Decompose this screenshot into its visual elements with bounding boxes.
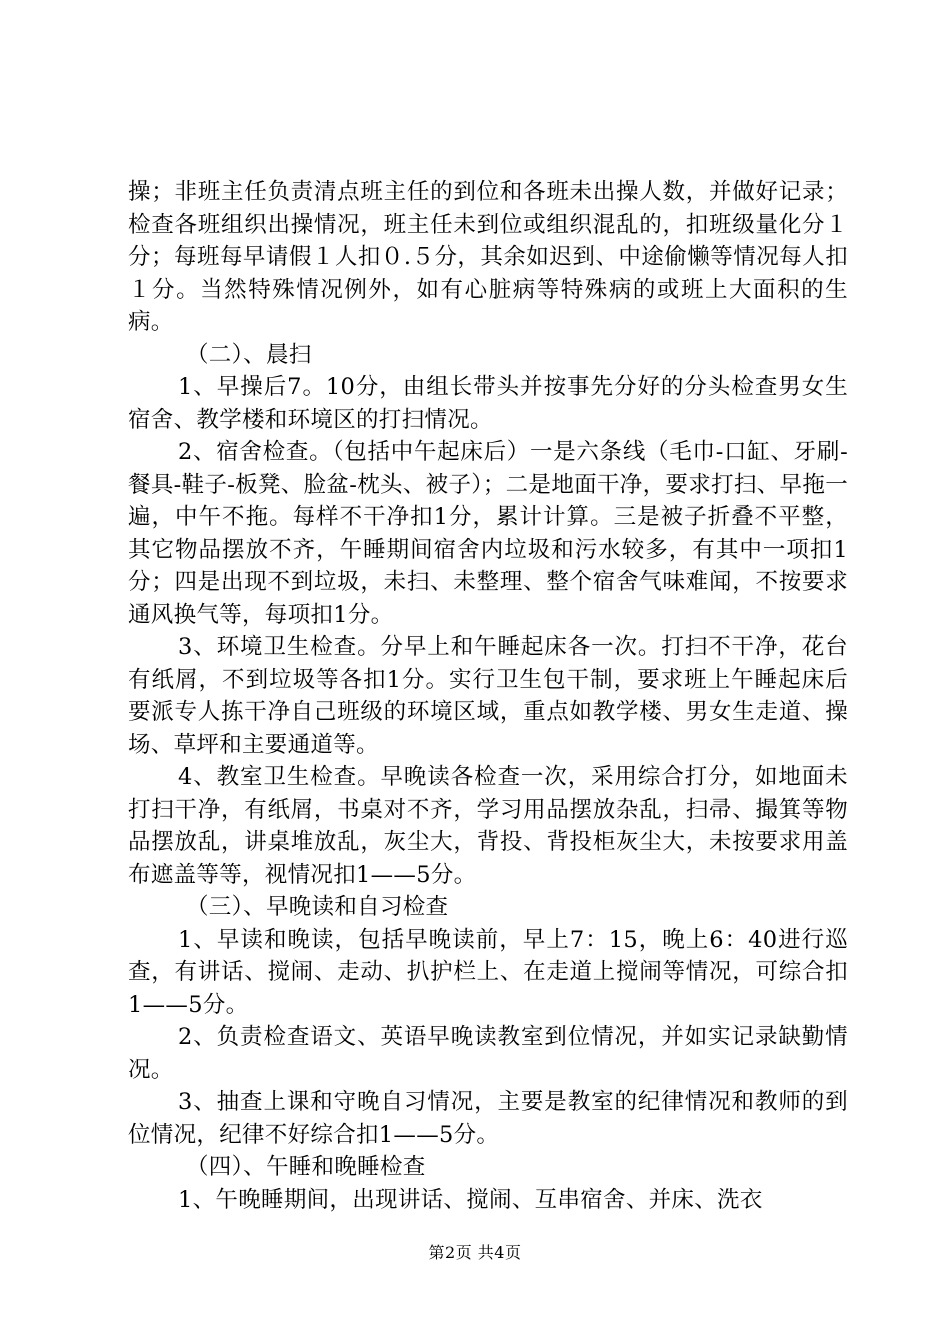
paragraph-exercise-rules: 操；非班主任负责清点班主任的到位和各班未出操人数，并做好记录；检查各班组织出操情况，班主任未到位或组织混乱的，扣班级量化分１分；每班每早请假１人扣０.５分，其余如迟到、中途偷懒等情况每人扣１分。当然特殊情况例外，如有心脏病等特殊病的或班上大面积的生病。	[128, 179, 848, 335]
section-heading-reading-study: （三）、早晚读和自习检查	[186, 894, 449, 920]
paragraph-item-1: 1、早操后7。10分，由组长带头并按事先分好的分头检查男女生宿舍、教学楼和环境区的打扫情况。	[128, 374, 848, 433]
page-number-footer: 第2页 共4页	[428, 1243, 522, 1262]
paragraph-item-4-classroom: 4、教室卫生检查。早晚读各检查一次，采用综合打分，如地面未打扫干净，有纸屑，书桌对不齐，学习用品摆放杂乱，扫帚、撮箕等物品摆放乱，讲桌堆放乱，灰尘大，背投、背投柜灰尘大，未按要求用盖布遮盖等等，视情况扣1——5分。	[128, 764, 848, 888]
section-heading-nap-sleep: （四）、午睡和晚睡检查	[186, 1154, 426, 1180]
section-heading-morning-cleaning: （二）、晨扫	[186, 341, 312, 368]
paragraph-reading-item-3: 3、抽查上课和守晚自习情况，主要是教室的纪律情况和教师的到位情况，纪律不好综合扣1——5分。	[128, 1089, 848, 1148]
document-body	[128, 176, 848, 1216]
paragraph-sleep-item-1: 1、午晚睡期间，出现讲话、搅闹、互串宿舍、并床、洗衣	[178, 1186, 763, 1213]
paragraph-item-2-dormitory: 2、宿舍检查。（包括中午起床后）一是六条线（毛巾-口缸、牙刷-餐具-鞋子-板凳、脸盆-枕头、被子）；二是地面干净，要求打扫、早拖一遍，中午不拖。每样不干净扣1分，累计计算。三是被子折叠不平整，其它物品摆放不齐，午睡期间宿舍内垃圾和污水较多，有其中一项扣1分；四是出现不到垃圾，未扫、未整理、整个宿舍气味难闻，不按要求通风换气等，每项扣1分。	[128, 439, 848, 628]
paragraph-item-3-environment: 3、环境卫生检查。分早上和午睡起床各一次。打扫不干净，花台有纸屑，不到垃圾等各扣1分。实行卫生包干制，要求班上午睡起床后要派专人拣干净自己班级的环境区域，重点如教学楼、男女生走道、操场、草坪和主要通道等。	[128, 634, 848, 758]
paragraph-reading-item-1: 1、早读和晚读，包括早晚读前，早上7：15，晚上6：40进行巡查，有讲话、搅闹、走动、扒护栏上、在走道上搅闹等情况，可综合扣1——5分。	[128, 926, 848, 1018]
paragraph-reading-item-2: 2、负责检查语文、英语早晚读教室到位情况，并如实记录缺勤情况。	[128, 1024, 848, 1083]
